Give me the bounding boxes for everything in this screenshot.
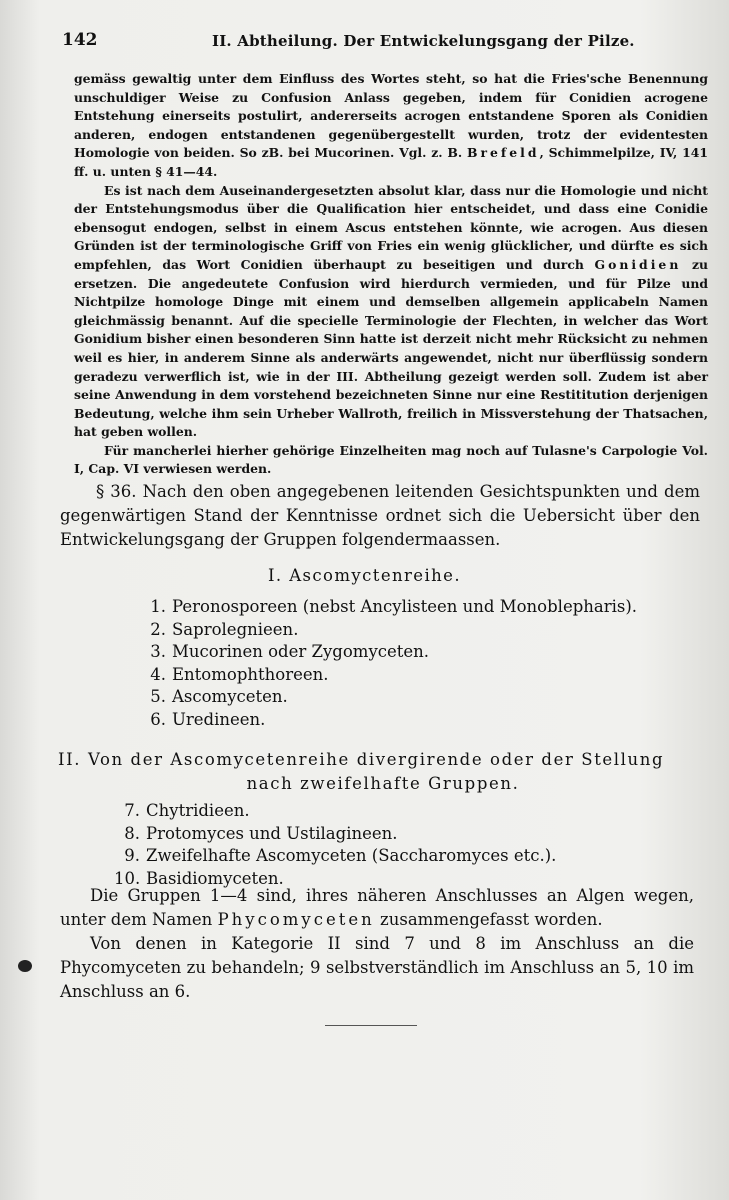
list-item: 1. Peronosporeen (nebst Ancylisteen und Monoblepharis). [150,597,638,616]
page-number: 142 [62,30,98,50]
closing-paragraph-2: Von denen in Kategorie II sind 7 und 8 im Anschluss an die Phycomyceten zu behandeln; 9 selbstverständlich im Anschluss an 5, 10 im Anschluss an 6. [60,934,694,1001]
author-brefeld: Brefeld [467,145,540,161]
note-paragraph-2: Es ist nach dem Auseinandergesetzten absolut klar, dass nur die Homologie und nicht der Entstehungsmodus über die Qualification hier entscheidet, und dass eine Conidie ebensogut endogen, selbst in einem Ascus entstehen könnte, wie acrogen. Aus diesen Gründen ist der terminologische Griff von Fries ein wenig glücklicher, und dürfte es sich empfehlen, das Wort Conidien überhaupt zu beseitigen und durch Gonidien zu ersetzen. Die angedeutete Confusion wird hierdurch vermieden, und für Pilze und Nichtpilze homologe Dinge mit einem und demselben allgemein applicabeln Namen gleichmässig benannt. Auf die specielle Terminologie der Flechten, in welcher das Wort Gonidium bisher einen besonderen Sinn hatte ist derzeit nicht mehr Rücksicht zu nehmen weil es hier, in anderem Sinne als anderwärts angewendet, nicht nur überflüssig sondern geradezu verwerflich ist, wie in der III. Abtheilung gezeigt werden soll. Zudem ist aber seine Anwendung in dem vorstehend bezeichneten Sinne nur eine Restititution derjenigen Bedeutung, welche ihm sein Urheber Wallroth, freilich in Missverstehung der Thatsachen, hat geben wollen. [74,182,709,440]
ink-spot [18,960,32,972]
note-paragraph-1: gemäss gewaltig unter dem Einfluss des Wortes steht, so hat die Fries'sche Benennung unschuldiger Weise zu Confusion Anlass gegeben, indem für Conidien acrogene Entstehung einerseits postulirt, andererseits acrogen entstandene Sporen als Conidien anderen, endogen entstandenen gegenübergestellt wurden, trotz der evidentesten Homologie von beiden. So zB. bei Mucorinen. Vgl. z. B. Brefeld, Schimmelpilze, IV, 141 ff. u. unten § 41—44. [74,71,708,179]
group-1-list [140,596,637,731]
list-item: 6. Uredineen. [150,709,266,729]
list-item: 3. Mucorinen oder Zygomyceten. [150,642,430,661]
list-item: 4. Entomophthoreen. [150,664,329,684]
running-title: II. Abtheilung. Der Entwickelungsgang der Pilze. [212,32,635,50]
list-item: 7. Chytridieen. [124,801,250,820]
section-36-text: § 36. Nach den oben angegebenen leitenden Gesichtspunkten und dem gegenwärtigen Stand der Kenntnisse ordnet sich die Uebersicht über den Entwickelungsgang der Gruppen folgendermaassen. [60,482,700,549]
footnote-block [74,70,708,479]
term-phycomyceten: Phycomyceten [217,910,375,929]
closing-paragraph-1: Die Gruppen 1—4 sind, ihres näheren Anschlusses an Algen wegen, unter dem Namen Phycomyceten zusammengefasst worden. [60,886,694,929]
list-item: 10. Basidiomyceten. [114,868,284,888]
group-2-heading [58,748,708,796]
closing-paragraphs [60,884,694,1004]
group-2-list [114,800,556,890]
list-item: 9. Zweifelhafte Ascomyceten (Saccharomyces etc.). [124,846,557,865]
group-2-heading-line-1: Von der Ascomycetenreihe divergirende oder der Stellung [87,750,665,769]
end-rule [325,1025,417,1026]
term-gonidien: Gonidien [594,256,682,272]
list-item: 2. Saprolegnieen. [150,619,299,639]
author-wallroth: Wallroth [338,405,399,421]
group-2-number: II. [58,750,82,769]
note-paragraph-3: Für mancherlei hierher gehörige Einzelheiten mag noch auf Tulasne's Carpologie Vol. I, Cap. VI verwiesen werden. [74,442,708,477]
list-item: 5. Ascomyceten. [150,687,288,706]
group-2-heading-line-2: nach zweifelhafte Gruppen. [246,774,520,793]
section-36 [60,480,700,552]
group-1-heading: I. Ascomyctenreihe. [268,566,461,585]
page-header [62,30,662,54]
list-item: 8. Protomyces und Ustilagineen. [124,823,398,843]
